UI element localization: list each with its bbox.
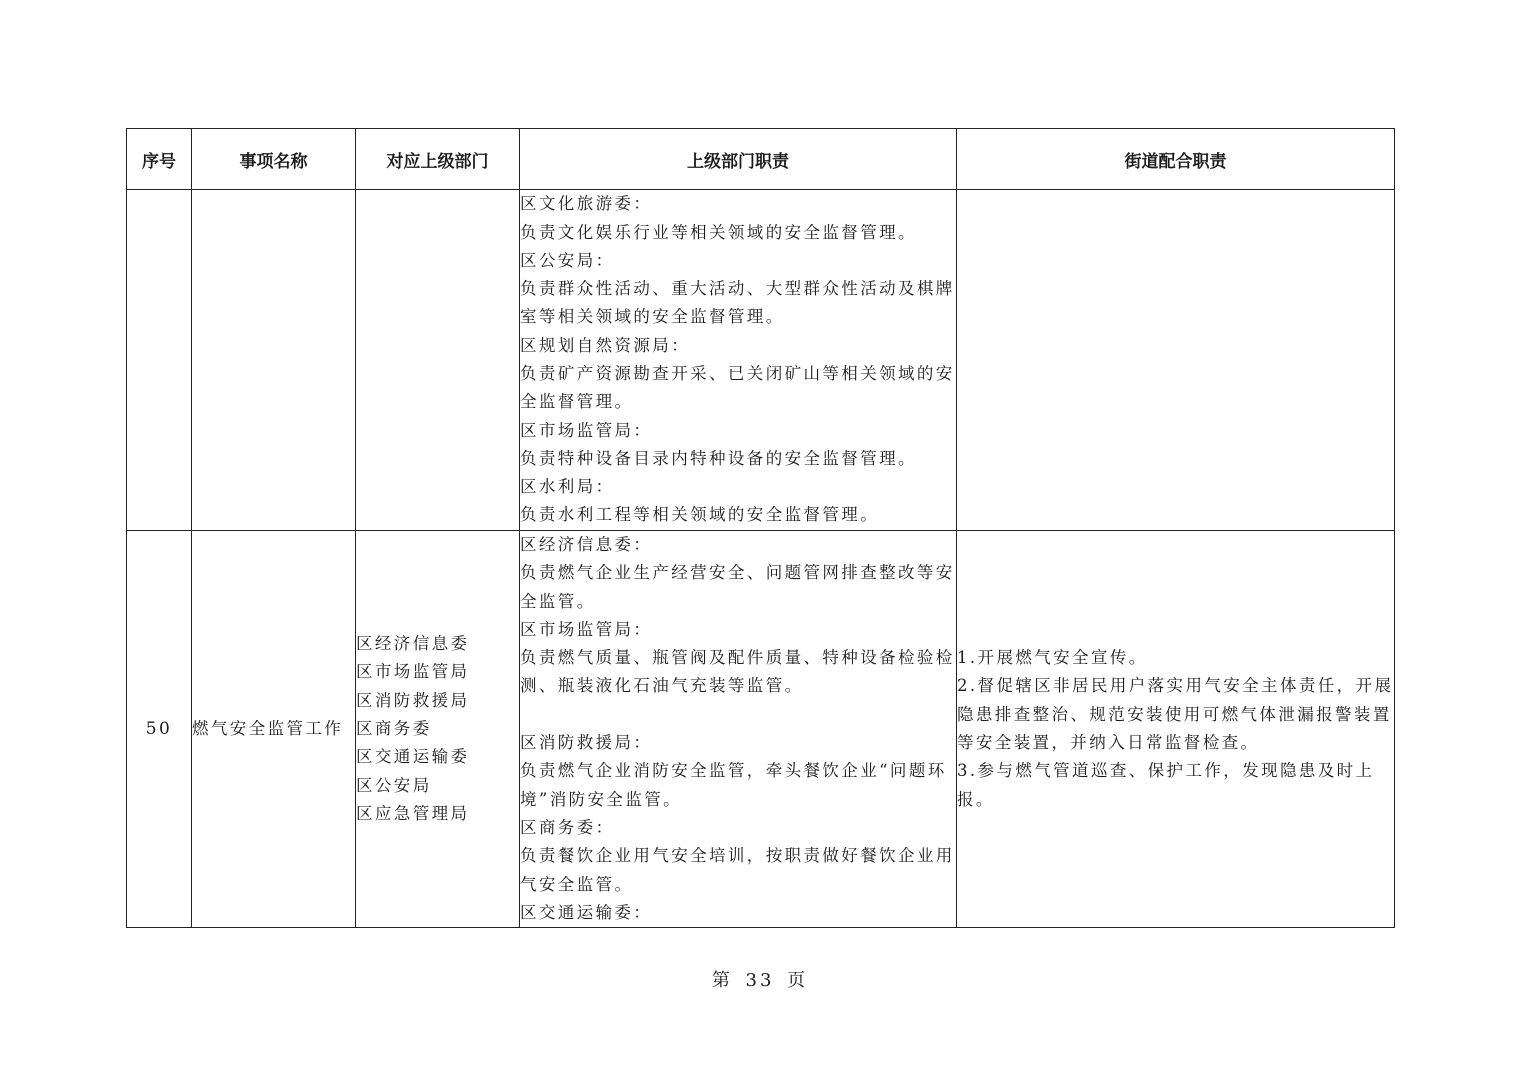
upper-duty-line: 区市场监管局： [520, 420, 653, 440]
row-item-name: 燃气安全监管工作 [192, 531, 356, 928]
upper-duty-line: 区交通运输委： [520, 902, 653, 922]
street-duty-item: 2.督促辖区非居民用户落实用气安全主体责任，开展隐患排查整治、规范安装使用可燃气体泄漏报警装置等安全装置，并纳入日常监督检查。 [957, 676, 1394, 753]
upper-duty-line: 负责燃气企业生产经营安全、问题管网排查整改等安全监管。 [520, 563, 955, 611]
row-street-duties [957, 190, 1395, 531]
row-departments [356, 190, 520, 531]
department-item: 区公安局 [356, 775, 432, 795]
row-seq [127, 190, 192, 531]
department-item: 区经济信息委 [356, 634, 470, 654]
upper-duty-line: 负责燃气质量、瓶管阀及配件质量、特种设备检验检测、瓶装液化石油气充装等监管。 [520, 648, 955, 696]
row-street-duties [957, 531, 1395, 928]
department-item: 区商务委 [356, 718, 432, 738]
header-street-duty: 街道配合职责 [957, 129, 1395, 190]
upper-duty-line: 负责燃气企业消防安全监管，牵头餐饮企业“问题环境”消防安全监管。 [520, 761, 947, 809]
upper-duty-line: 负责水利工程等相关领域的安全监督管理。 [520, 505, 880, 525]
department-item: 区交通运输委 [356, 747, 470, 767]
upper-duty-line: 区商务委： [520, 817, 615, 837]
department-item: 区市场监管局 [356, 662, 470, 682]
row-upper-duties [520, 190, 957, 531]
upper-duty-line: 区规划自然资源局： [520, 335, 691, 355]
department-item: 区消防救援局 [356, 690, 470, 710]
row-item-name [192, 190, 356, 531]
upper-duty-line: 区公安局： [520, 250, 615, 270]
upper-duty-spacer [520, 701, 956, 729]
department-item: 区应急管理局 [356, 803, 470, 823]
table-row [127, 531, 1395, 928]
upper-duty-line: 区水利局： [520, 477, 615, 497]
upper-duty-line: 负责群众性活动、重大活动、大型群众性活动及棋牌室等相关领域的安全监督管理。 [520, 279, 955, 327]
upper-duty-line: 负责矿产资源勘查开采、已关闭矿山等相关领域的安全监督管理。 [520, 364, 955, 412]
table-header-row [127, 129, 1395, 190]
upper-duty-line: 区经济信息委： [520, 535, 653, 554]
header-department: 对应上级部门 [356, 129, 520, 190]
header-upper-duty: 上级部门职责 [520, 129, 957, 190]
street-duty-item: 1.开展燃气安全宣传。 [957, 648, 1148, 668]
row-seq: 50 [127, 531, 192, 928]
page-number: 第 33 页 [711, 970, 809, 991]
upper-duty-line: 负责文化娱乐行业等相关领域的安全监督管理。 [520, 222, 917, 242]
header-seq: 序号 [127, 129, 192, 190]
street-duty-item: 3.参与燃气管道巡查、保护工作，发现隐患及时上报。 [957, 761, 1375, 809]
upper-duty-line: 负责餐饮企业用气安全培训，按职责做好餐饮企业用气安全监管。 [520, 846, 955, 894]
table-row [127, 190, 1395, 531]
upper-duty-line: 区消防救援局： [520, 733, 653, 753]
duty-table [126, 128, 1395, 928]
upper-duty-line: 负责特种设备目录内特种设备的安全监督管理。 [520, 448, 917, 468]
row-upper-duties [520, 531, 957, 928]
row-departments [356, 531, 520, 928]
upper-duty-line: 区文化旅游委： [520, 194, 653, 214]
upper-duty-line: 区市场监管局： [520, 619, 653, 639]
header-item-name: 事项名称 [192, 129, 356, 190]
